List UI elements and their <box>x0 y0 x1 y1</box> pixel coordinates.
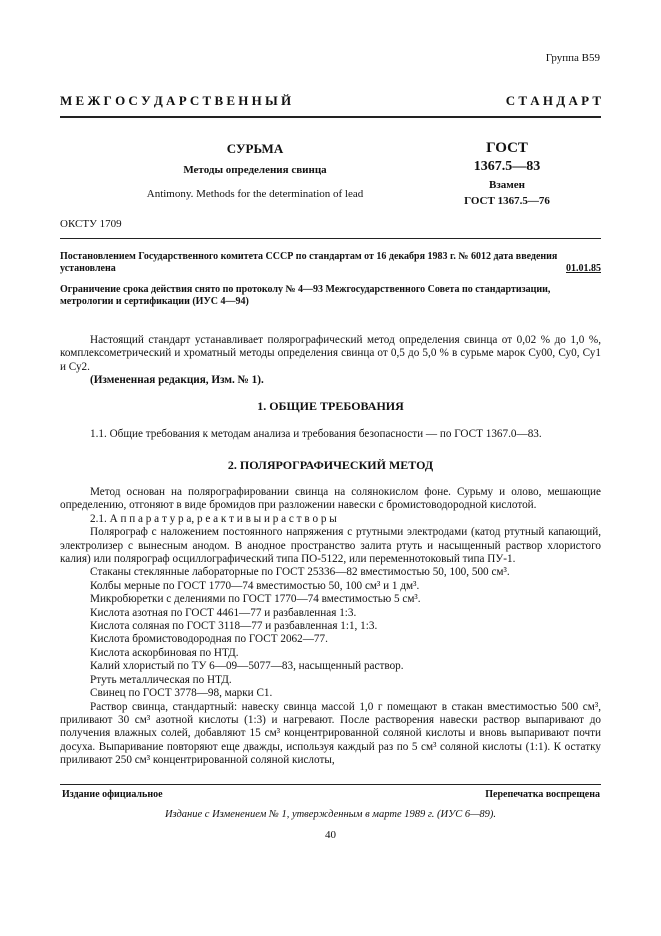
list-item: Кислота бромистоводородная по ГОСТ 2062—77. <box>90 633 328 646</box>
header-rule <box>60 116 601 118</box>
oksty-code: ОКСТУ 1709 <box>60 218 122 230</box>
title-rule <box>60 238 601 239</box>
document-name: СУРЬМА <box>226 141 284 156</box>
decree-date: 01.01.85 <box>566 263 601 274</box>
group-code: Группа В59 <box>545 52 600 64</box>
list-item: Микробюретки с делениями по ГОСТ 1770—74 вместимостью 5 см³. <box>90 593 421 606</box>
section-1-paragraph: 1.1. Общие требования к методам анализа и требования безопасности — по ГОСТ 1367.0—83. <box>90 428 542 440</box>
gost-number: 1367.5—83 <box>473 159 541 174</box>
english-title: Antimony. Methods for the determination of lead <box>146 188 364 200</box>
list-item: Раствор свинца, стандартный: навеску свинца массой 1,0 г помещают в стакан вместимостью 500 см³, приливают 30 см³ азотной кислоты (1:3) и нагревают. После растворения навески раствор выпаривают до получения влажных солей, добавляют 15 см³ концентрированной соляной кислоты и вновь выпаривают почти досуха. Выпаривание повторяют еще дважды, используя каждый раз по 5 см³ соляной кислоты (1:1). К остатку приливают 250 см³ концентрированной соляной кислоты, <box>60 700 601 767</box>
replace-label: Взамен <box>489 179 525 191</box>
list-item: Кислота азотная по ГОСТ 4461—77 и разбавленная 1:3. <box>90 606 357 619</box>
list-item: Кислота соляная по ГОСТ 3118—77 и разбавленная 1:1, 1:3. <box>90 620 378 633</box>
section-2-body <box>60 486 601 768</box>
method-principle: Метод основан на полярографировании свинца на солянокислом фоне. Сурьму и олово, мешающие определению, отгоняют в виде бромидов при разложении навески с бромистоводородной кислотой. <box>60 486 601 512</box>
intro-paragraph: Настоящий стандарт устанавливает полярографический метод определения свинца от 0,02 % до 1,0 %, комплексометрический и хроматный методы определения свинца от 0,5 до 5,0 % в сурьме марок Су00, Су0, Су1 и Су2. <box>60 334 601 373</box>
list-item: Свинец по ГОСТ 3778—98, марки С1. <box>90 687 273 700</box>
decree-text: Постановлением Государственного комитета СССР по стандартам от 16 декабря 1983 г. № 6012 дата введения установлена <box>60 251 558 274</box>
gost-block <box>447 140 567 207</box>
list-item: Ртуть металлическая по НТД. <box>90 673 232 686</box>
standard-banner-right: С Т А Н Д А Р Т <box>505 93 601 108</box>
standard-banner <box>60 93 601 109</box>
list-item: Кислота аскорбиновая по НТД. <box>90 646 239 659</box>
intro <box>60 334 601 388</box>
document-subtitle: Методы определения свинца <box>183 164 327 176</box>
list-item: Калий хлористый по ТУ 6—09—5077—83, насыщенный раствор. <box>90 660 404 673</box>
section-1-body <box>60 428 601 441</box>
replaced-gost: ГОСТ 1367.5—76 <box>464 195 550 207</box>
section-2-heading: 2. ПОЛЯРОГРАФИЧЕСКИЙ МЕТОД <box>227 458 434 472</box>
intro-amendment: (Измененная редакция, Изм. № 1). <box>90 374 264 387</box>
restriction-note: Ограничение срока действия снято по протоколу № 4—93 Межгосударственного Совета по стандартизации, метрологии и сертификации (ИУС 4—94) <box>60 284 551 307</box>
reprint-notice: Перепечатка воспрещена <box>485 789 600 800</box>
decree-block <box>60 251 601 275</box>
edition-note: Издание с Изменением № 1, утвержденным в марте 1989 г. (ИУС 6—89). <box>164 809 497 820</box>
footer-rule <box>60 784 601 785</box>
gost-label: ГОСТ <box>486 140 528 156</box>
list-item: Полярограф с наложением постоянного напряжения с ртутными электродами (катод ртутный капающий, электролизер с вынесным анодом. В анодное пространство залита ртуть и насыщенный раствор хлористого калия) или полярограф осциллографический типа ПО-5122, или переменнотоковый типа ПУ-1. <box>60 526 601 566</box>
list-item: Колбы мерные по ГОСТ 1770—74 вместимостью 50, 100 см³ и 1 дм³. <box>90 579 420 592</box>
official-edition: Издание официальное <box>62 789 163 800</box>
standard-banner-left: М Е Ж Г О С У Д А Р С Т В Е Н Н Ы Й <box>60 93 292 108</box>
section-1-heading: 1. ОБЩИЕ ТРЕБОВАНИЯ <box>257 399 404 413</box>
list-item: Стаканы стеклянные лабораторные по ГОСТ 25336—82 вместимостью 50, 100, 500 см³. <box>90 566 510 579</box>
apparatus-heading: 2.1. А п п а р а т у р а, р е а к т и в ы и р а с т в о р ы <box>90 512 337 525</box>
page-number: 40 <box>325 829 336 841</box>
